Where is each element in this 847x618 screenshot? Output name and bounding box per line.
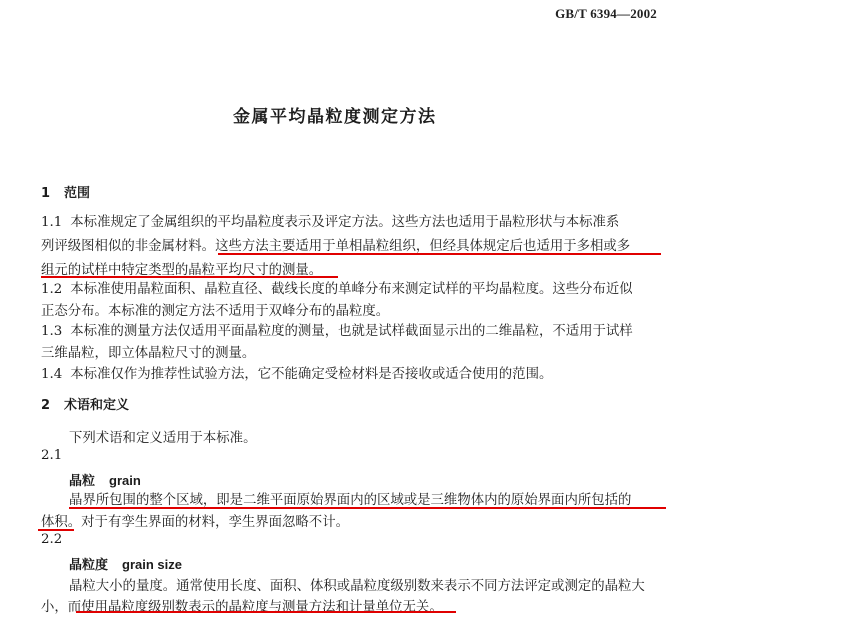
- red-underline-annotation: [218, 253, 661, 255]
- term-2-1-heading: [69, 470, 141, 489]
- term-2-2-definition-line-1: 晶粒大小的量度。通常使用长度、面积、体积或晶粒度级别数来表示不同方法评定或测定的晶粒大: [69, 579, 645, 594]
- section-number: 1: [41, 186, 51, 201]
- red-underline-annotation: [38, 529, 74, 531]
- paragraph-1-4-line-1: [41, 363, 552, 382]
- clause-number: 1.1: [41, 215, 63, 230]
- paragraph-1-2-line-1: [41, 278, 633, 297]
- clause-number: 1.2: [41, 282, 63, 297]
- paragraph-1-1-line-1: [41, 211, 619, 230]
- section-title: 范围: [64, 186, 91, 201]
- red-underline-annotation: [41, 276, 338, 278]
- paragraph-1-1-line-2: 列评级图相似的非金属材料。这些方法主要适用于单相晶粒组织，但经具体规定后也适用于多相或多: [41, 239, 631, 254]
- term-chinese: 晶粒: [69, 474, 96, 489]
- section-2-heading: [41, 394, 129, 413]
- term-2-1-number: 2.1: [41, 448, 63, 463]
- document-title: 金属平均晶粒度测定方法: [233, 107, 437, 127]
- term-chinese: 晶粒度: [69, 558, 109, 573]
- term-2-2-definition-line-2: 小，而使用晶粒度级别数表示的晶粒度与测量方法和计量单位无关。: [41, 600, 443, 615]
- paragraph-1-1-line-3: 组元的试样中特定类型的晶粒平均尺寸的测量。: [41, 263, 323, 278]
- clause-text: 本标准使用晶粒面积、晶粒直径、截线长度的单峰分布来测定试样的平均晶粒度。这些分布近似: [70, 282, 633, 297]
- section-number: 2: [41, 398, 51, 413]
- section-1-heading: [41, 182, 90, 201]
- clause-text: 本标准仅作为推荐性试验方法，它不能确定受检材料是否接收或适合使用的范围。: [70, 367, 553, 382]
- red-underline-annotation: [69, 507, 666, 509]
- paragraph-1-3-line-2: 三维晶粒，即立体晶粒尺寸的测量。: [41, 346, 256, 361]
- clause-number: 1.3: [41, 324, 63, 339]
- term-2-2-number: 2.2: [41, 532, 63, 547]
- clause-text: 本标准的测量方法仅适用平面晶粒度的测量，也就是试样截面显示出的二维晶粒，不适用于试样: [70, 324, 633, 339]
- term-2-2-heading: [69, 554, 182, 573]
- term-english: grain size: [122, 557, 182, 572]
- standard-number: GB/T 6394—2002: [555, 6, 657, 21]
- section-2-intro: 下列术语和定义适用于本标准。: [69, 431, 257, 446]
- term-2-1-definition-line-2: 体积。对于有孪生界面的材料，孪生界面忽略不计。: [41, 515, 349, 530]
- paragraph-1-3-line-1: [41, 320, 633, 339]
- paragraph-1-2-line-2: 正态分布。本标准的测定方法不适用于双峰分布的晶粒度。: [41, 304, 390, 319]
- red-underline-annotation: [76, 611, 456, 613]
- term-english: grain: [109, 473, 141, 488]
- clause-text: 本标准规定了金属组织的平均晶粒度表示及评定方法。这些方法也适用于晶粒形状与本标准系: [70, 215, 620, 230]
- term-2-1-definition-line-1: 晶界所包围的整个区域，即是二维平面原始界面内的区域或是三维物体内的原始界面内所包括的: [69, 493, 632, 508]
- section-title: 术语和定义: [64, 398, 130, 413]
- clause-number: 1.4: [41, 367, 63, 382]
